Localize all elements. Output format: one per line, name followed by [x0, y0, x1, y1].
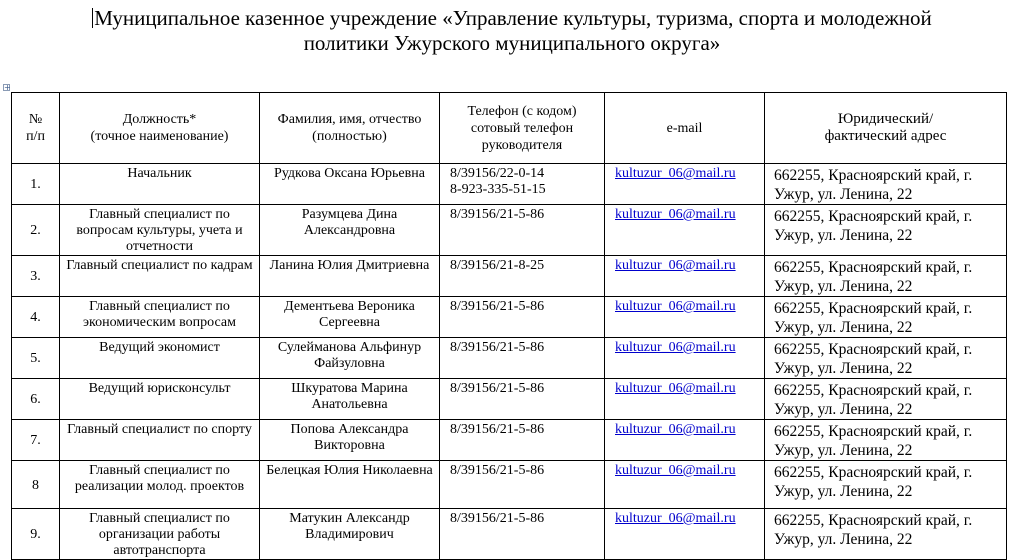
- row-num: 7.: [12, 420, 60, 461]
- row-address: 662255, Красноярский край, г. Ужур, ул. Ленина, 22: [765, 379, 1007, 420]
- header-phone: Телефон (с кодом) сотовый телефон руководителя: [440, 93, 605, 164]
- row-position: Главный специалист по кадрам: [60, 256, 260, 297]
- row-fio: Матукин Александр Владимирович: [260, 509, 440, 560]
- email-link[interactable]: kultuzur_06@mail.ru: [615, 166, 736, 181]
- row-num: 5.: [12, 338, 60, 379]
- row-email[interactable]: [605, 297, 765, 338]
- row-position: Главный специалист по реализации молод. проектов: [60, 461, 260, 509]
- table-row: [12, 164, 1007, 205]
- move-handle-icon[interactable]: +: [4, 83, 11, 92]
- table-header-row: [12, 93, 1007, 164]
- row-fio: Шкуратова Марина Анатольевна: [260, 379, 440, 420]
- row-num: 2.: [12, 205, 60, 256]
- row-address: 662255, Красноярский край, г. Ужур, ул. Ленина, 22: [765, 420, 1007, 461]
- row-address: 662255, Красноярский край, г. Ужур, ул. Ленина, 22: [765, 461, 1007, 509]
- row-phone: 8/39156/21-5-86: [440, 205, 605, 256]
- row-num: 3.: [12, 256, 60, 297]
- row-position: Главный специалист по спорту: [60, 420, 260, 461]
- row-num: 6.: [12, 379, 60, 420]
- table-row: [12, 420, 1007, 461]
- email-link[interactable]: kultuzur_06@mail.ru: [615, 381, 736, 396]
- table-row: [12, 461, 1007, 509]
- email-link[interactable]: kultuzur_06@mail.ru: [615, 299, 736, 314]
- email-link[interactable]: kultuzur_06@mail.ru: [615, 463, 736, 478]
- title-line-2: политики Ужурского муниципального округа»: [303, 31, 721, 55]
- row-num: 1.: [12, 164, 60, 205]
- row-address: 662255, Красноярский край, г. Ужур, ул. Ленина, 22: [765, 338, 1007, 379]
- row-address: 662255, Красноярский край, г. Ужур, ул. Ленина, 22: [765, 205, 1007, 256]
- row-phone: 8/39156/21-5-86: [440, 297, 605, 338]
- row-email[interactable]: [605, 509, 765, 560]
- table-row: [12, 338, 1007, 379]
- row-phone: 8/39156/21-5-86: [440, 338, 605, 379]
- row-fio: Сулейманова Альфинур Файзуловна: [260, 338, 440, 379]
- row-address: 662255, Красноярский край, г. Ужур, ул. Ленина, 22: [765, 509, 1007, 560]
- table-row: [12, 509, 1007, 560]
- row-position: Главный специалист по организации работы автотранспорта: [60, 509, 260, 560]
- row-position: Ведущий юрисконсульт: [60, 379, 260, 420]
- row-num: 4.: [12, 297, 60, 338]
- email-link[interactable]: kultuzur_06@mail.ru: [615, 511, 736, 526]
- email-link[interactable]: kultuzur_06@mail.ru: [615, 258, 736, 273]
- header-email: e-mail: [605, 93, 765, 164]
- row-position: Главный специалист по экономическим вопросам: [60, 297, 260, 338]
- row-fio: Белецкая Юлия Николаевна: [260, 461, 440, 509]
- title-line-1: Муниципальное казенное учреждение «Управление культуры, туризма, спорта и молодежной: [94, 6, 932, 30]
- row-address: 662255, Красноярский край, г. Ужур, ул. Ленина, 22: [765, 256, 1007, 297]
- row-phone: 8/39156/21-5-86: [440, 420, 605, 461]
- row-fio: Рудкова Оксана Юрьевна: [260, 164, 440, 205]
- document-title: [0, 6, 1024, 56]
- row-position: Главный специалист по вопросам культуры, учета и отчетности: [60, 205, 260, 256]
- row-phone: 8/39156/21-5-86: [440, 509, 605, 560]
- row-email[interactable]: [605, 256, 765, 297]
- row-email[interactable]: [605, 420, 765, 461]
- row-phone: 8/39156/21-5-86: [440, 379, 605, 420]
- row-phone: 8/39156/21-8-25: [440, 256, 605, 297]
- header-address: Юридический/ фактический адрес: [765, 93, 1007, 164]
- staff-table: [11, 92, 1007, 560]
- row-email[interactable]: [605, 164, 765, 205]
- row-address: 662255, Красноярский край, г. Ужур, ул. Ленина, 22: [765, 164, 1007, 205]
- table-row: [12, 256, 1007, 297]
- header-position: Должность* (точное наименование): [60, 93, 260, 164]
- email-link[interactable]: kultuzur_06@mail.ru: [615, 340, 736, 355]
- row-fio: Попова Александра Викторовна: [260, 420, 440, 461]
- email-link[interactable]: kultuzur_06@mail.ru: [615, 207, 736, 222]
- row-address: 662255, Красноярский край, г. Ужур, ул. Ленина, 22: [765, 297, 1007, 338]
- header-fio: Фамилия, имя, отчество (полностью): [260, 93, 440, 164]
- row-position: Ведущий экономист: [60, 338, 260, 379]
- email-link[interactable]: kultuzur_06@mail.ru: [615, 422, 736, 437]
- row-num: 9.: [12, 509, 60, 560]
- table-row: [12, 379, 1007, 420]
- row-phone: 8/39156/21-5-86: [440, 461, 605, 509]
- row-email[interactable]: [605, 205, 765, 256]
- table-row: [12, 297, 1007, 338]
- row-email[interactable]: [605, 379, 765, 420]
- table-row: [12, 205, 1007, 256]
- row-fio: Разумцева Дина Александровна: [260, 205, 440, 256]
- row-email[interactable]: [605, 338, 765, 379]
- header-num: № п/п: [12, 93, 60, 164]
- row-num: 8: [12, 461, 60, 509]
- row-fio: Ланина Юлия Дмитриевна: [260, 256, 440, 297]
- row-phone: 8/39156/22-0-14 8-923-335-51-15: [440, 164, 605, 205]
- row-fio: Дементьева Вероника Сергеевна: [260, 297, 440, 338]
- row-email[interactable]: [605, 461, 765, 509]
- row-position: Начальник: [60, 164, 260, 205]
